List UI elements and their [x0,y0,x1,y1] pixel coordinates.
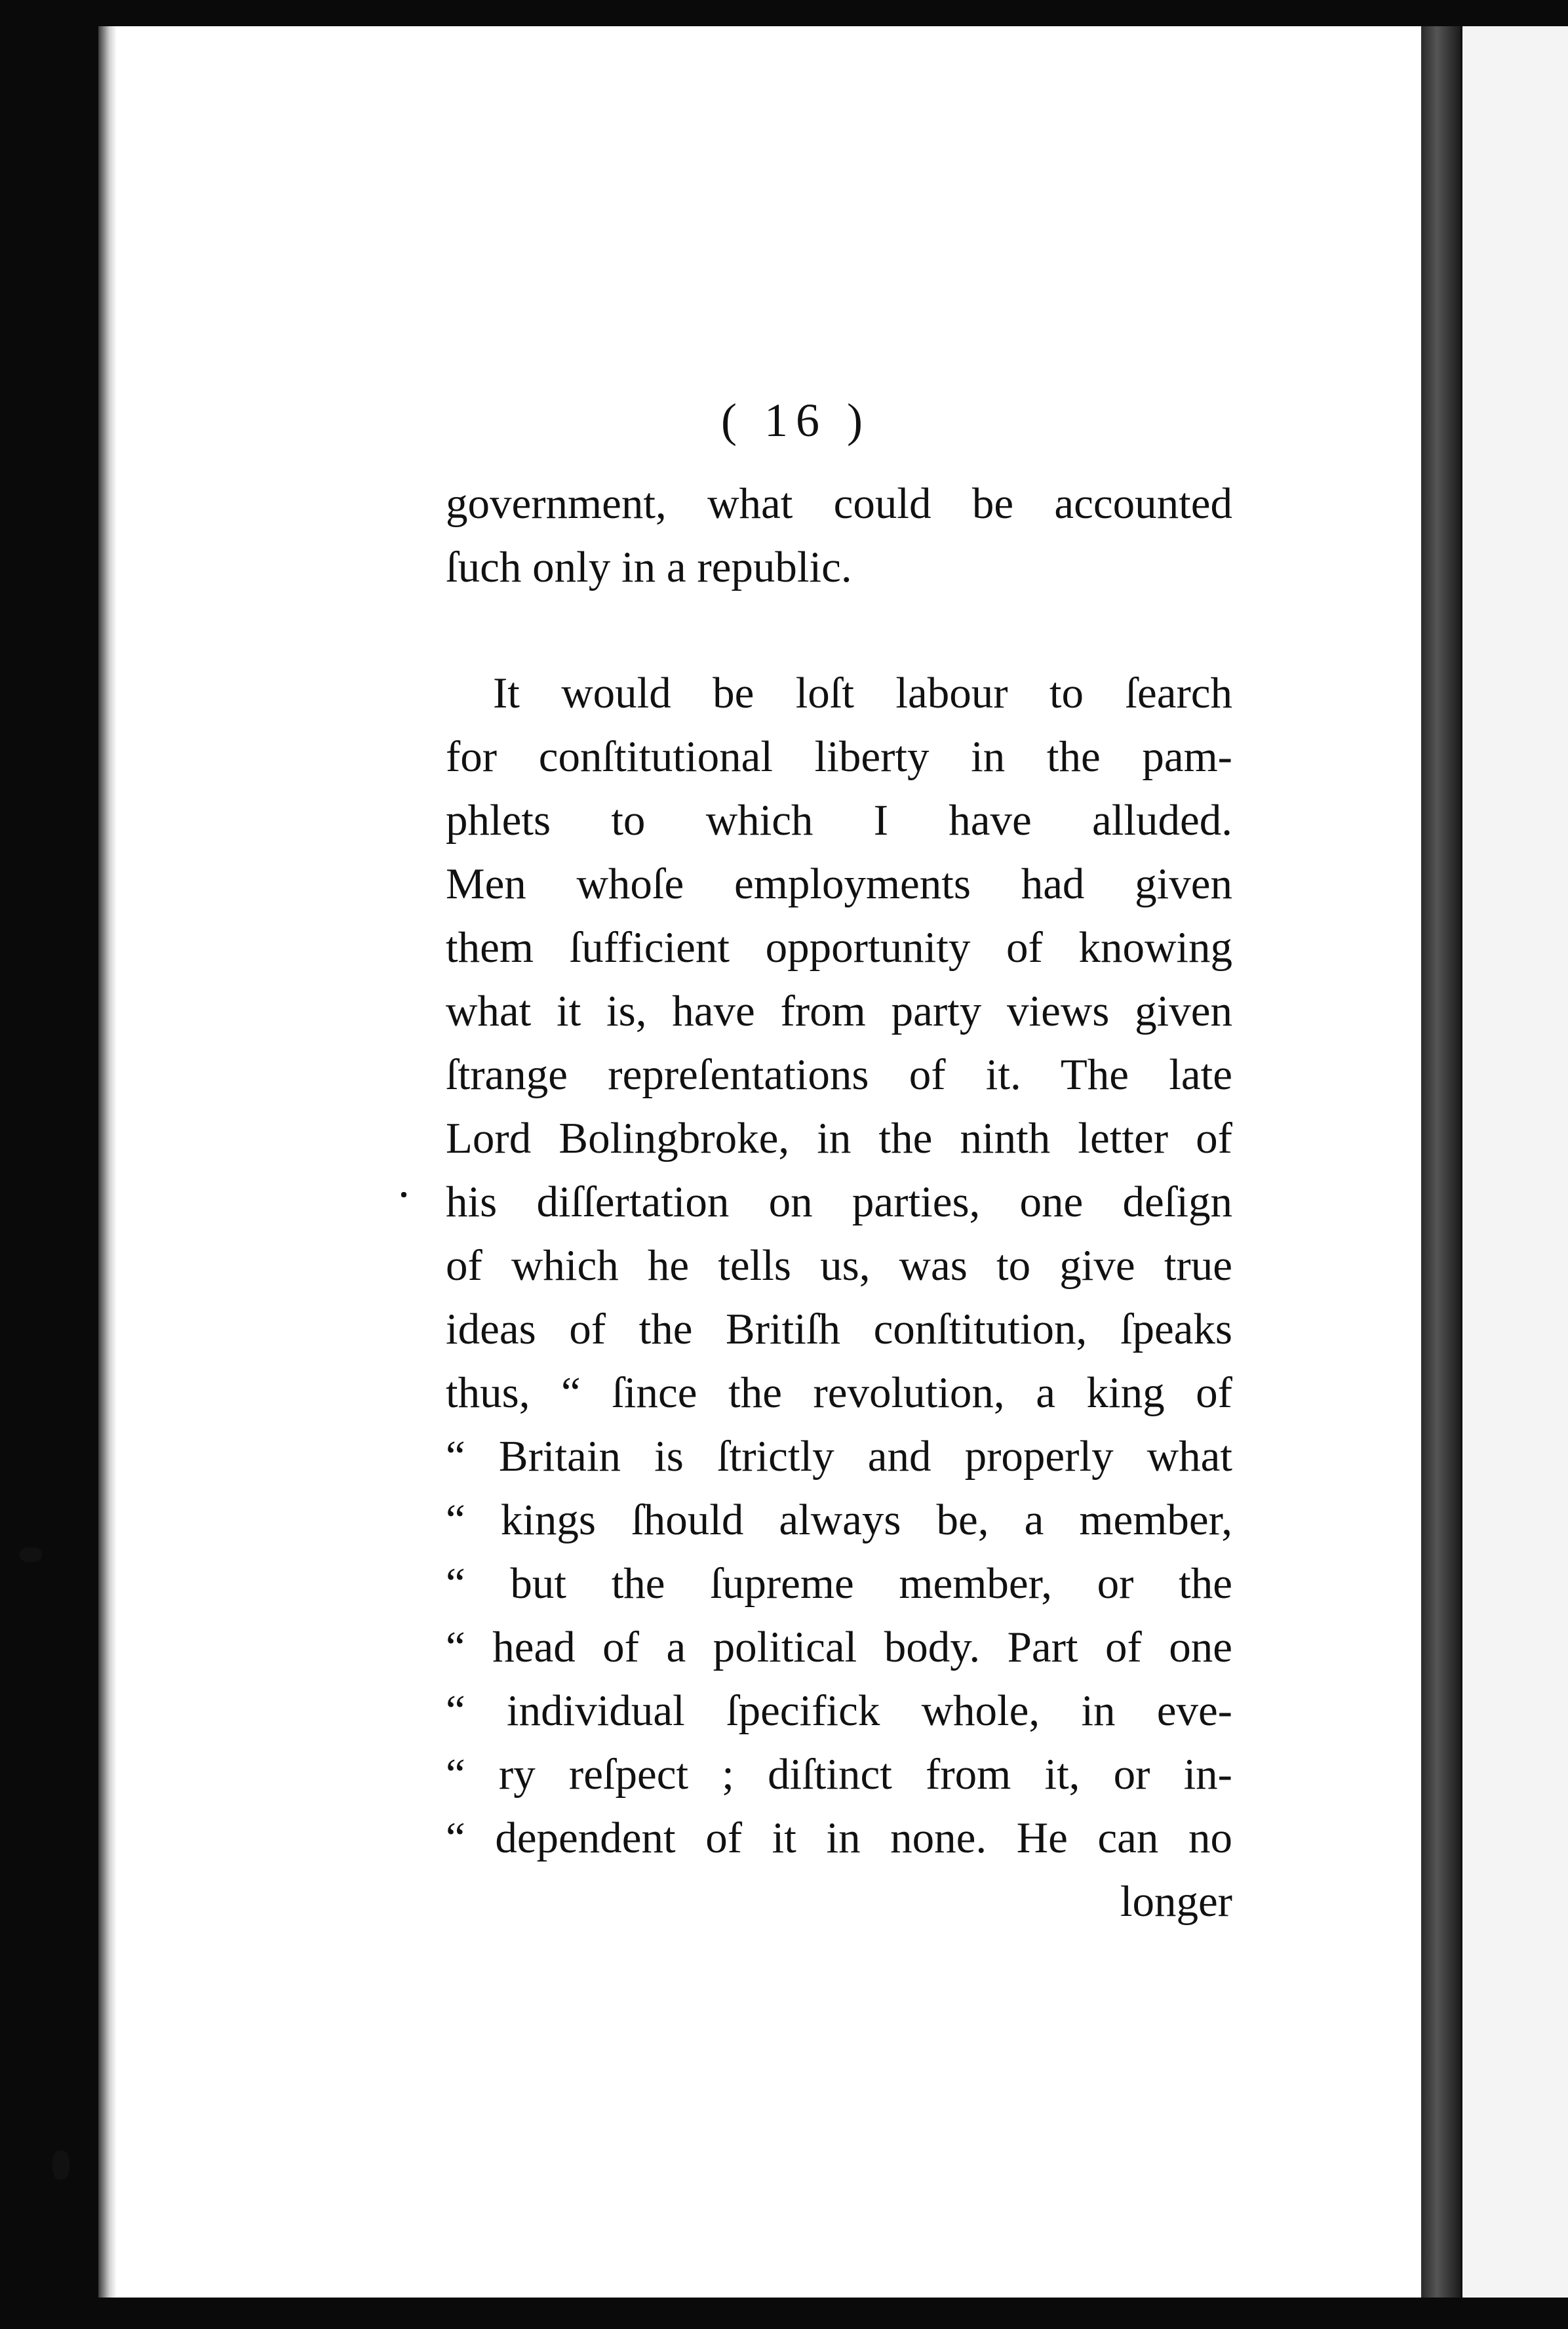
text-line: his diſſertation on parties, one deſign [446,1178,1232,1226]
catchword: longer [1120,1877,1232,1926]
text-line: what it is, have from party views given [446,987,1232,1035]
text-line: Lord Bolingbroke, in the ninth letter of [446,1114,1232,1163]
book-gutter [1421,26,1460,2298]
text-line: “ dependent of it in none. He can no [446,1814,1232,1862]
facing-page-edge [1460,26,1568,2298]
page-number-header: ( 16 ) [721,394,871,447]
paragraph-2 [446,662,1232,1934]
text-line: “ Britain is ſtrictly and properly what [446,1432,1232,1481]
text-line: “ individual ſpecifick whole, in eve- [446,1686,1232,1735]
margin-speck [401,1192,406,1197]
text-line: for conſtitutional liberty in the pam- [446,732,1232,781]
text-line: “ ry reſpect ; diſtinct from it, or in- [446,1750,1232,1799]
page-edge-shadow [98,26,117,2298]
margin-speck [20,1547,42,1562]
paragraph-1 [446,472,1232,599]
text-line: ideas of the Britiſh conſtitution, ſpeaks [446,1305,1232,1353]
text-line: “ kings ſhould always be, a member, [446,1496,1232,1544]
text-line: ſtrange repreſentations of it. The late [446,1050,1232,1099]
text-line: them ſufficient opportunity of knowing [446,923,1232,972]
text-line: phlets to which I have alluded. [446,796,1232,845]
body-text [446,472,1232,1934]
margin-speck [52,2151,69,2180]
text-line: thus, “ ſince the revolution, a king of [446,1368,1232,1417]
text-line: “ head of a political body. Part of one [446,1623,1232,1671]
text-line: Men whoſe employments had given [446,860,1232,908]
text-line: ſuch only in a republic. [446,543,852,591]
text-line: of which he tells us, was to give true [446,1241,1232,1290]
text-line: government, what could be accounted [446,479,1232,528]
text-line: It would be loſt labour to ſearch [493,669,1232,717]
text-line: “ but the ſupreme member, or the [446,1559,1232,1608]
